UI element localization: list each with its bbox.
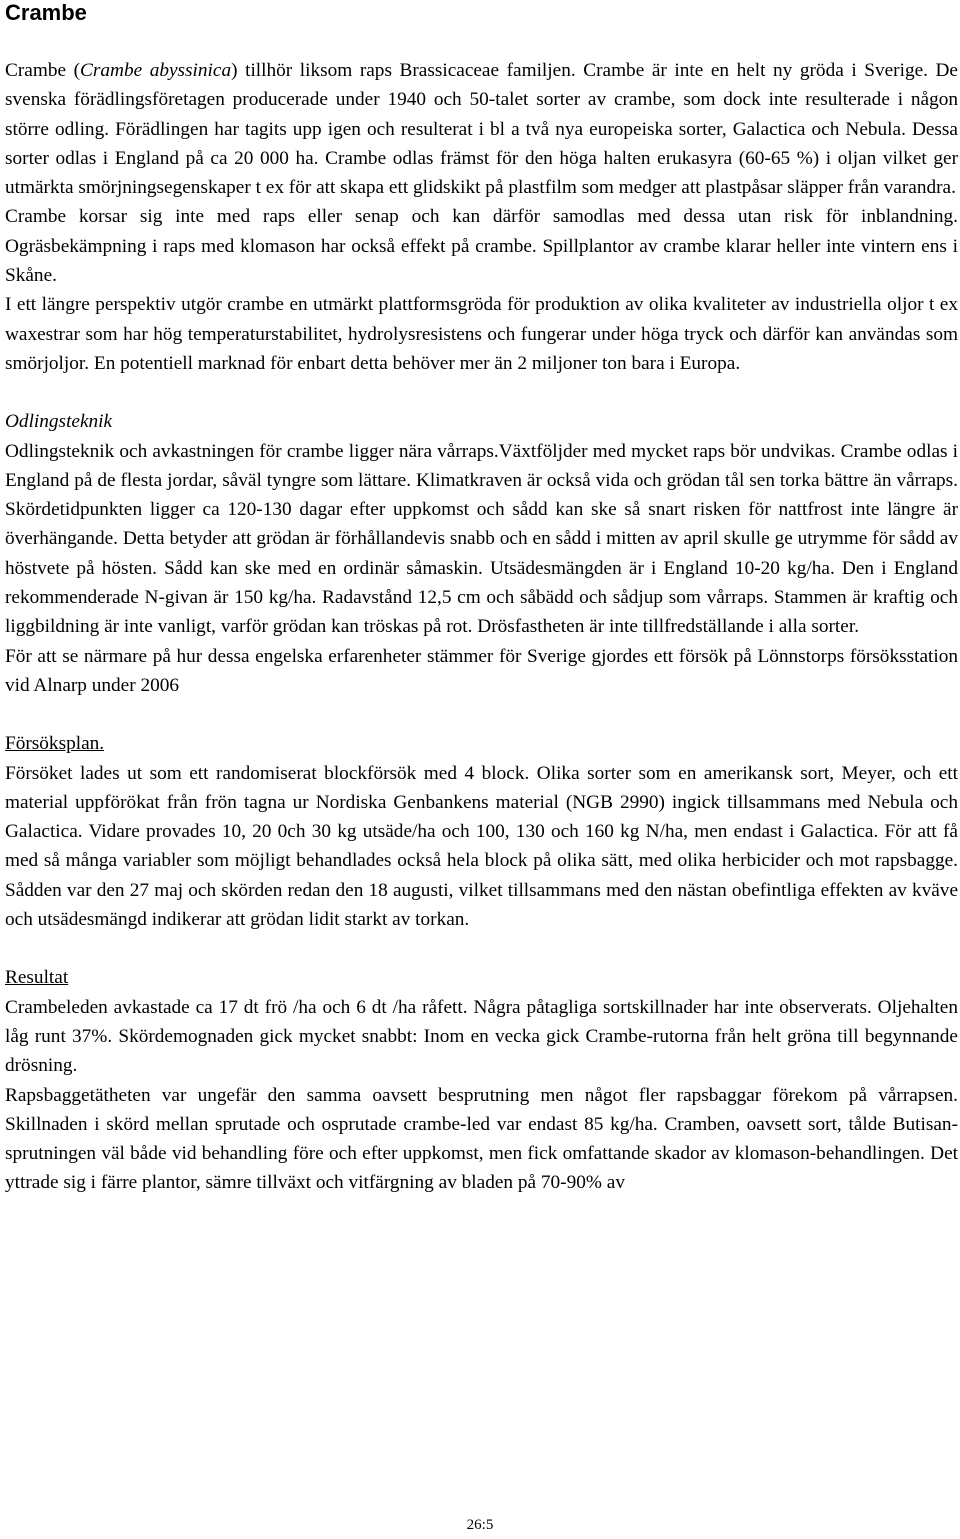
section-gap [5,378,958,407]
page-title: Crambe [5,0,87,25]
page-number: 26:5 [466,1517,494,1533]
resultat-paragraph-1: Crambeleden avkastade ca 17 dt frö /ha och 6 dt /ha råfett. Några påtagliga sortskillnader har inte observerats. Oljehalten låg runt 37%. Skördemognaden gick mycket snabbt: Inom en vecka gick Crambe-rutorna från helt gröna till begynnande drösning. [5,996,958,1077]
intro-paragraph-3: I ett längre perspektiv utgör crambe en utmärkt plattformsgröda för produktion av olika kvaliteter av industriella oljor t ex waxestrar som har hög temperaturstabilitet, hydrolysresistens och fungerar under höga tryck och därför kan användas som smörjoljor. En potentiell marknad för enbart detta behöver mer än 2 miljoner ton bara i Europa. [5,294,958,374]
odling-paragraph-2: För att se närmare på hur dessa engelska erfarenheter stämmer för Sverige gjordes ett försök på Lönnstorps försöksstation vid Alnarp under 2006 [5,645,958,696]
resultat-paragraph-2: Rapsbaggetätheten var ungefär den samma oavsett besprutning men något fler rapsbaggar förekom på vårrapsen. Skillnaden i skörd mellan sprutade och osprutade crambe-led var endast 85 kg/ha. Cramben, oavsett sort, tålde Butisan-sprutningen väl både vid behandling före och efter uppkomst, men fick omfattande skador av klomason-behandlingen. Det yttrade sig i färre plantor, sämre tillväxt och vitfärgning av bladen på 70-90% av [5,1084,958,1194]
intro-paragraph-1: Crambe (Crambe abyssinica) tillhör liksom raps Brassicaceae familjen. Crambe är inte en helt ny gröda i Sverige. De svenska förädlingsföretagen producerade under 1940 och 50-talet sorter av crambe, som dock inte resulterade i någon större odling. Förädlingen har tagits upp igen och resulterat i bl a två nya europeiska sorter, Galactica och Nebula. Dessa sorter odlas i England på ca 20 000 ha. Crambe odlas främst för den höga halten erukasyra (60-65 %) i oljan vilket ger utmärkta smörjningsegenskaper t ex för att skapa ett glidskikt på plastfilm som medger att plastpåsar släpper från varandra. [5,60,958,199]
section-heading-odlingsteknik: Odlingsteknik [5,411,113,433]
section-heading-forsoksplan: Försöksplan. [5,733,105,755]
document-page [5,0,958,1198]
section-heading-resultat: Resultat [5,967,69,989]
section-gap [5,934,958,963]
intro-paragraph-2: Crambe korsar sig inte med raps eller senap och kan därför samodlas med dessa utan risk för inblandning. Ogräsbekämpning i raps med klomason har också effekt på crambe. Spillplantor av crambe klarar heller inte vintern ens i Skåne. [5,206,958,287]
section-gap [5,700,958,729]
forsok-paragraph-1: Försöket lades ut som ett randomiserat blockförsök med 4 block. Olika sorter som en amerikansk sort, Meyer, och ett material uppförökat från frön tagna ur Nordiska Genbankens material (NGB 2990) ingick tillsammans med Nebula och Galactica. Vidare provades 10, 20 0ch 30 kg utsäde/ha och 100, 130 och 160 kg N/ha, men endast i Galactica. För att få med så många variabler som möjligt behandlades också hela block på olika sätt, med olika herbicider och mot rapsbagge. Sådden var den 27 maj och skörden redan den 18 augusti, vilket tillsammans med den nästan obefintliga effekten av kväve och utsädesmängd indikerar att grödan lidit starkt av torkan. [5,762,958,931]
odling-paragraph-1: Odlingsteknik och avkastningen för crambe ligger nära vårraps.Växtföljder med mycket raps bör undvikas. Crambe odlas i England på de flesta jordar, såväl tyngre som lättare. Klimatkraven är också vida och grödan tål sen torka bättre än vårraps. Skördetidpunkten ligger ca 120-130 dagar efter uppkomst och sådd kan ske så snart risken för nattfrost inte längre är överhängande. Detta betyder att grödan är förhållandevis snabb och en sådd i mitten av april skulle ge utrymme för sådd av höstvete på hösten. Sådd kan ske med en ordinär såmaskin. Utsädesmängden är i England 10-20 kg/ha. Den i England rekommenderade N-givan är 150 kg/ha. Radavstånd 12,5 cm och såbädd och sådjup som vårraps. Stammen är kraftig och liggbildning är inte vanligt, varför grödan kan tröskas på rot. Drösfastheten är inte tillfredställande i alla sorter. [5,440,958,638]
species-name: Crambe abyssinica [80,60,232,81]
